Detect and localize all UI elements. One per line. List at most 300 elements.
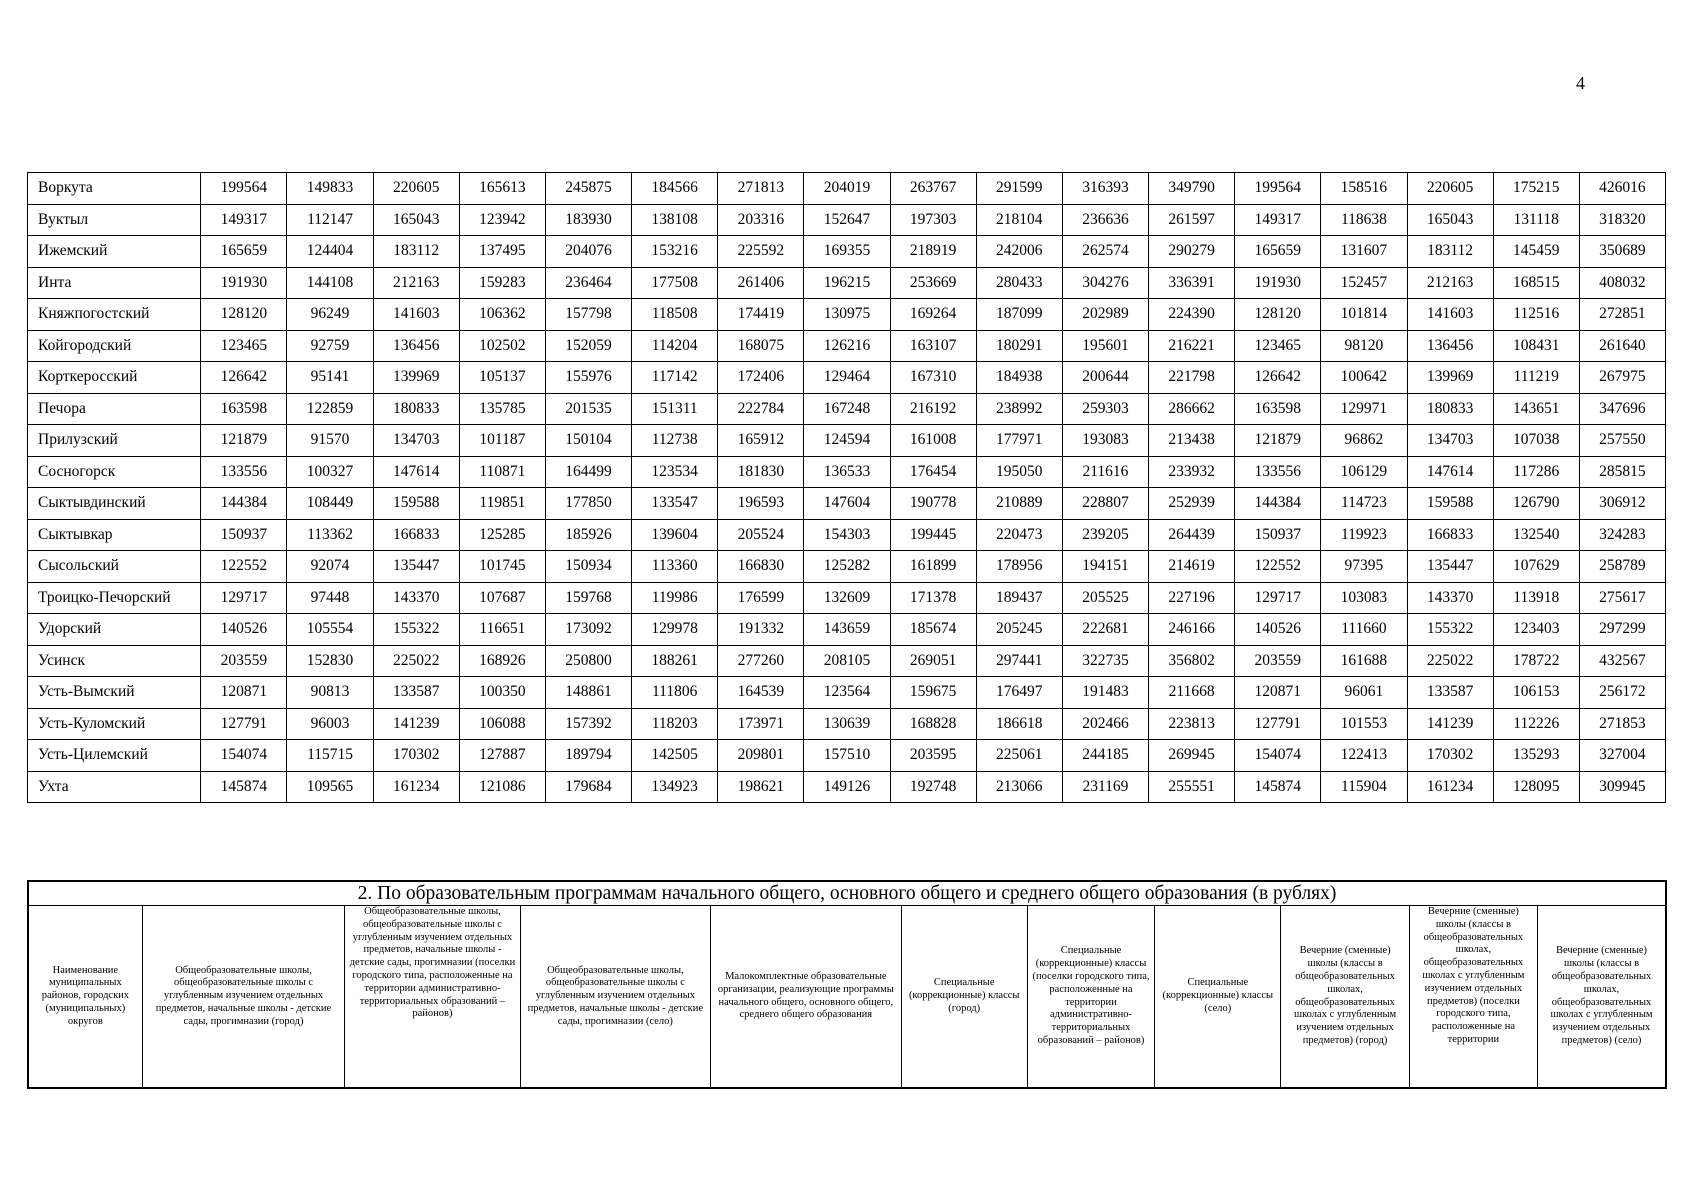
table-cell: 167248 [804, 393, 890, 425]
table-cell: 216221 [1149, 330, 1235, 362]
table-row [28, 204, 1666, 236]
table-cell: 220605 [1407, 173, 1493, 205]
table-cell: 108449 [287, 488, 373, 520]
table-cell: 227196 [1149, 582, 1235, 614]
table-cell: 116651 [459, 614, 545, 646]
table-cell: 141239 [1407, 708, 1493, 740]
table-cell: 261406 [718, 267, 804, 299]
table-cell: 123403 [1493, 614, 1579, 646]
table-cell: 271813 [718, 173, 804, 205]
table-cell: 149126 [804, 771, 890, 803]
table-cell: 216192 [890, 393, 976, 425]
table-cell: 184566 [632, 173, 718, 205]
table-cell: 432567 [1579, 645, 1665, 677]
table-cell: 159283 [459, 267, 545, 299]
table-cell: 164539 [718, 677, 804, 709]
table-cell: 324283 [1579, 519, 1665, 551]
table-cell: 154074 [1235, 740, 1321, 772]
table-cell: 170302 [373, 740, 459, 772]
table-row [28, 425, 1666, 457]
municipality-name: Инта [28, 267, 201, 299]
table-cell: 125285 [459, 519, 545, 551]
table-cell: 140526 [1235, 614, 1321, 646]
table-cell: 145874 [201, 771, 287, 803]
table-cell: 189794 [545, 740, 631, 772]
table-cell: 205245 [976, 614, 1062, 646]
table-cell: 103083 [1321, 582, 1407, 614]
table-cell: 101553 [1321, 708, 1407, 740]
table-cell: 198621 [718, 771, 804, 803]
table-cell: 213066 [976, 771, 1062, 803]
table-row [28, 677, 1666, 709]
table-cell: 177508 [632, 267, 718, 299]
section2-table [27, 880, 1667, 1089]
table-cell: 141603 [373, 299, 459, 331]
table-cell: 135785 [459, 393, 545, 425]
table-cell: 159768 [545, 582, 631, 614]
table-cell: 120871 [1235, 677, 1321, 709]
table-cell: 220605 [373, 173, 459, 205]
table-row [28, 582, 1666, 614]
table-row [28, 488, 1666, 520]
table-cell: 134923 [632, 771, 718, 803]
table-cell: 190778 [890, 488, 976, 520]
table-cell: 108431 [1493, 330, 1579, 362]
table-cell: 250800 [545, 645, 631, 677]
table-cell: 128120 [201, 299, 287, 331]
table-cell: 143370 [373, 582, 459, 614]
table-cell: 126642 [1235, 362, 1321, 394]
table-cell: 123942 [459, 204, 545, 236]
table-cell: 131118 [1493, 204, 1579, 236]
table-cell: 101745 [459, 551, 545, 583]
table-cell: 210889 [976, 488, 1062, 520]
table-cell: 225022 [373, 645, 459, 677]
table-cell: 154303 [804, 519, 890, 551]
table-cell: 236636 [1062, 204, 1148, 236]
table-cell: 224390 [1149, 299, 1235, 331]
table-cell: 290279 [1149, 236, 1235, 268]
table-cell: 178956 [976, 551, 1062, 583]
table-cell: 142505 [632, 740, 718, 772]
table-cell: 233932 [1149, 456, 1235, 488]
table-cell: 186618 [976, 708, 1062, 740]
table-cell: 204019 [804, 173, 890, 205]
table-cell: 222784 [718, 393, 804, 425]
table-cell: 145459 [1493, 236, 1579, 268]
table-cell: 106129 [1321, 456, 1407, 488]
table-cell: 123465 [201, 330, 287, 362]
table-row [28, 614, 1666, 646]
table-cell: 96003 [287, 708, 373, 740]
table-cell: 147614 [1407, 456, 1493, 488]
table-cell: 203316 [718, 204, 804, 236]
table-cell: 191930 [1235, 267, 1321, 299]
table-cell: 242006 [976, 236, 1062, 268]
table-cell: 117286 [1493, 456, 1579, 488]
table-cell: 157510 [804, 740, 890, 772]
municipality-name: Усинск [28, 645, 201, 677]
table-cell: 165912 [718, 425, 804, 457]
table-row [28, 771, 1666, 803]
table-cell: 163598 [201, 393, 287, 425]
table-cell: 263767 [890, 173, 976, 205]
table-cell: 194151 [1062, 551, 1148, 583]
table-cell: 199564 [1235, 173, 1321, 205]
table-cell: 121086 [459, 771, 545, 803]
municipality-name: Вуктыл [28, 204, 201, 236]
table-cell: 203595 [890, 740, 976, 772]
table-cell: 196215 [804, 267, 890, 299]
table-cell: 218104 [976, 204, 1062, 236]
municipality-name: Сыктывкар [28, 519, 201, 551]
table-cell: 139604 [632, 519, 718, 551]
table-cell: 115904 [1321, 771, 1407, 803]
table-cell: 188261 [632, 645, 718, 677]
table-cell: 111219 [1493, 362, 1579, 394]
table-cell: 154074 [201, 740, 287, 772]
table-cell: 225061 [976, 740, 1062, 772]
table-cell: 191483 [1062, 677, 1148, 709]
table-cell: 130975 [804, 299, 890, 331]
table-cell: 195050 [976, 456, 1062, 488]
table-cell: 135447 [1407, 551, 1493, 583]
table-cell: 102502 [459, 330, 545, 362]
table-cell: 145874 [1235, 771, 1321, 803]
table-cell: 91570 [287, 425, 373, 457]
table-cell: 285815 [1579, 456, 1665, 488]
table-cell: 134703 [373, 425, 459, 457]
table-cell: 181830 [718, 456, 804, 488]
table-cell: 95141 [287, 362, 373, 394]
table-cell: 159675 [890, 677, 976, 709]
table-cell: 152059 [545, 330, 631, 362]
table-cell: 127887 [459, 740, 545, 772]
table-cell: 191930 [201, 267, 287, 299]
table-cell: 218919 [890, 236, 976, 268]
table-cell: 151311 [632, 393, 718, 425]
table-cell: 204076 [545, 236, 631, 268]
table-cell: 356802 [1149, 645, 1235, 677]
table-cell: 106362 [459, 299, 545, 331]
table-cell: 259303 [1062, 393, 1148, 425]
table-cell: 209801 [718, 740, 804, 772]
table-cell: 96061 [1321, 677, 1407, 709]
page-number: 4 [1576, 73, 1585, 93]
table-cell: 100350 [459, 677, 545, 709]
table-row [28, 330, 1666, 362]
table-cell: 211668 [1149, 677, 1235, 709]
table-cell: 96249 [287, 299, 373, 331]
table-cell: 133547 [632, 488, 718, 520]
table-row [28, 393, 1666, 425]
table-row [28, 236, 1666, 268]
municipality-name: Троицко-Печорский [28, 582, 201, 614]
table-cell: 168828 [890, 708, 976, 740]
table-cell: 112738 [632, 425, 718, 457]
table-cell: 133556 [1235, 456, 1321, 488]
municipality-name: Корткеросский [28, 362, 201, 394]
table-cell: 143659 [804, 614, 890, 646]
table-cell: 203559 [1235, 645, 1321, 677]
table-cell: 171378 [890, 582, 976, 614]
table-row [28, 362, 1666, 394]
table-cell: 98120 [1321, 330, 1407, 362]
table-cell: 199445 [890, 519, 976, 551]
municipality-name: Княжпогостский [28, 299, 201, 331]
table-cell: 185926 [545, 519, 631, 551]
table-cell: 113362 [287, 519, 373, 551]
table-cell: 144384 [201, 488, 287, 520]
table-cell: 178722 [1493, 645, 1579, 677]
table-cell: 141603 [1407, 299, 1493, 331]
table-cell: 200644 [1062, 362, 1148, 394]
section2-title: 2. По образовательным программам начального общего, основного общего и среднего общего образования (в рублях) [28, 881, 1666, 906]
table-cell: 173092 [545, 614, 631, 646]
table-cell: 111660 [1321, 614, 1407, 646]
table-cell: 221798 [1149, 362, 1235, 394]
table-cell: 244185 [1062, 740, 1148, 772]
table-cell: 426016 [1579, 173, 1665, 205]
table-cell: 133587 [373, 677, 459, 709]
table-cell: 271853 [1579, 708, 1665, 740]
municipality-name: Прилузский [28, 425, 201, 457]
table-cell: 309945 [1579, 771, 1665, 803]
municipality-name: Сысольский [28, 551, 201, 583]
table-cell: 97395 [1321, 551, 1407, 583]
table-cell: 132540 [1493, 519, 1579, 551]
table-cell: 155322 [1407, 614, 1493, 646]
table-cell: 202989 [1062, 299, 1148, 331]
table-cell: 152647 [804, 204, 890, 236]
municipality-name: Усть-Цилемский [28, 740, 201, 772]
table-cell: 236464 [545, 267, 631, 299]
table-row [28, 708, 1666, 740]
table-cell: 177850 [545, 488, 631, 520]
table-cell: 197303 [890, 204, 976, 236]
table-cell: 185674 [890, 614, 976, 646]
table-cell: 169355 [804, 236, 890, 268]
table-cell: 304276 [1062, 267, 1148, 299]
table-cell: 205524 [718, 519, 804, 551]
table-cell: 201535 [545, 393, 631, 425]
table-cell: 114204 [632, 330, 718, 362]
table-cell: 179684 [545, 771, 631, 803]
table-cell: 101187 [459, 425, 545, 457]
table-cell: 161899 [890, 551, 976, 583]
header-schools-city: Общеобразовательные школы, общеобразовательные школы с углубленным изучением отдельных предметов, начальные школы - детские сады, прогимназии (город) [142, 906, 344, 1089]
municipality-name: Усть-Вымский [28, 677, 201, 709]
municipality-name: Сосногорск [28, 456, 201, 488]
table-cell: 165043 [373, 204, 459, 236]
table-row [28, 551, 1666, 583]
municipality-name: Удорский [28, 614, 201, 646]
table-cell: 124404 [287, 236, 373, 268]
table-cell: 126790 [1493, 488, 1579, 520]
table-cell: 130639 [804, 708, 890, 740]
table-cell: 212163 [1407, 267, 1493, 299]
municipality-name: Сыктывдинский [28, 488, 201, 520]
table-cell: 297441 [976, 645, 1062, 677]
table-cell: 113360 [632, 551, 718, 583]
table-cell: 129717 [1235, 582, 1321, 614]
table-cell: 163598 [1235, 393, 1321, 425]
table-cell: 109565 [287, 771, 373, 803]
table-cell: 192748 [890, 771, 976, 803]
table-cell: 105554 [287, 614, 373, 646]
table-cell: 238992 [976, 393, 1062, 425]
municipality-name: Воркута [28, 173, 201, 205]
table-cell: 122552 [1235, 551, 1321, 583]
table-cell: 166830 [718, 551, 804, 583]
table-cell: 286662 [1149, 393, 1235, 425]
table-cell: 327004 [1579, 740, 1665, 772]
table-cell: 261597 [1149, 204, 1235, 236]
table-cell: 96862 [1321, 425, 1407, 457]
table-cell: 112147 [287, 204, 373, 236]
table-cell: 112516 [1493, 299, 1579, 331]
table-cell: 129978 [632, 614, 718, 646]
table-cell: 107687 [459, 582, 545, 614]
table-cell: 174419 [718, 299, 804, 331]
table-cell: 165043 [1407, 204, 1493, 236]
table-cell: 180833 [373, 393, 459, 425]
table-cell: 168926 [459, 645, 545, 677]
table-cell: 316393 [1062, 173, 1148, 205]
table-cell: 148861 [545, 677, 631, 709]
table-cell: 140526 [201, 614, 287, 646]
table-cell: 138108 [632, 204, 718, 236]
table-cell: 137495 [459, 236, 545, 268]
table-cell: 144384 [1235, 488, 1321, 520]
table-cell: 144108 [287, 267, 373, 299]
table-cell: 180833 [1407, 393, 1493, 425]
table-cell: 245875 [545, 173, 631, 205]
table-cell: 129464 [804, 362, 890, 394]
table-cell: 195601 [1062, 330, 1148, 362]
table-cell: 275617 [1579, 582, 1665, 614]
table-cell: 214619 [1149, 551, 1235, 583]
table-cell: 163107 [890, 330, 976, 362]
table-cell: 123465 [1235, 330, 1321, 362]
header-special-settlements: Специальные (коррекционные) классы (поселки городского типа, расположенные на территории административно-территориальных образований – районов) [1027, 906, 1154, 1089]
table-cell: 128120 [1235, 299, 1321, 331]
table-cell: 136456 [373, 330, 459, 362]
table-cell: 147604 [804, 488, 890, 520]
table-cell: 168075 [718, 330, 804, 362]
table-cell: 143370 [1407, 582, 1493, 614]
table-cell: 264439 [1149, 519, 1235, 551]
table-cell: 92759 [287, 330, 373, 362]
table-cell: 153216 [632, 236, 718, 268]
table-cell: 119923 [1321, 519, 1407, 551]
municipality-name: Ухта [28, 771, 201, 803]
table-cell: 150934 [545, 551, 631, 583]
table-cell: 152830 [287, 645, 373, 677]
municipality-name: Ижемский [28, 236, 201, 268]
table-cell: 261640 [1579, 330, 1665, 362]
table-cell: 208105 [804, 645, 890, 677]
table-cell: 127791 [201, 708, 287, 740]
table-cell: 291599 [976, 173, 1062, 205]
municipality-name: Усть-Куломский [28, 708, 201, 740]
table-cell: 150937 [201, 519, 287, 551]
table-cell: 111806 [632, 677, 718, 709]
table-cell: 117142 [632, 362, 718, 394]
header-evening-settlements: Вечерние (сменные) школы (классы в общеобразовательных школах, общеобразовательных школах с углубленным изучением отдельных предметов) (поселки городского типа, расположенные на территории [1409, 906, 1537, 1089]
table-cell: 114723 [1321, 488, 1407, 520]
table-cell: 133587 [1407, 677, 1493, 709]
table-cell: 100327 [287, 456, 373, 488]
table-row [28, 456, 1666, 488]
table-cell: 231169 [1062, 771, 1148, 803]
table-cell: 105137 [459, 362, 545, 394]
table-cell: 211616 [1062, 456, 1148, 488]
table-cell: 193083 [1062, 425, 1148, 457]
table-cell: 169264 [890, 299, 976, 331]
table-cell: 133556 [201, 456, 287, 488]
header-evening-city: Вечерние (сменные) школы (классы в общеобразовательных школах, общеобразовательных школах с углубленным изучением отдельных предметов) (город) [1281, 906, 1409, 1089]
table-cell: 155976 [545, 362, 631, 394]
table-cell: 119851 [459, 488, 545, 520]
header-special-city: Специальные (коррекционные) классы (город) [901, 906, 1027, 1089]
table-cell: 212163 [373, 267, 459, 299]
table-cell: 183930 [545, 204, 631, 236]
header-small-schools: Малокомплектные образовательные организации, реализующие программы начального общего, основного общего, среднего общего образования [711, 906, 901, 1089]
table-cell: 125282 [804, 551, 890, 583]
table-cell: 107629 [1493, 551, 1579, 583]
table-cell: 183112 [1407, 236, 1493, 268]
header-schools-village: Общеобразовательные школы, общеобразовательные школы с углубленным изучением отдельных предметов, начальные школы - детские сады, прогимназии (село) [520, 906, 710, 1089]
table-cell: 110871 [459, 456, 545, 488]
table-cell: 252939 [1149, 488, 1235, 520]
table-cell: 123564 [804, 677, 890, 709]
table-cell: 157798 [545, 299, 631, 331]
table-row [28, 299, 1666, 331]
table-cell: 225592 [718, 236, 804, 268]
table-cell: 139969 [373, 362, 459, 394]
table-cell: 118203 [632, 708, 718, 740]
table-cell: 189437 [976, 582, 1062, 614]
table-cell: 297299 [1579, 614, 1665, 646]
table-cell: 147614 [373, 456, 459, 488]
table-cell: 350689 [1579, 236, 1665, 268]
table-cell: 158516 [1321, 173, 1407, 205]
table-cell: 176454 [890, 456, 976, 488]
table-cell: 172406 [718, 362, 804, 394]
table-row [28, 173, 1666, 205]
table-cell: 128095 [1493, 771, 1579, 803]
table-cell: 92074 [287, 551, 373, 583]
table-cell: 322735 [1062, 645, 1148, 677]
table-cell: 143651 [1493, 393, 1579, 425]
table-cell: 165659 [1235, 236, 1321, 268]
table-cell: 157392 [545, 708, 631, 740]
table-cell: 121879 [201, 425, 287, 457]
table-cell: 127791 [1235, 708, 1321, 740]
table-cell: 97448 [287, 582, 373, 614]
table-cell: 152457 [1321, 267, 1407, 299]
table-cell: 131607 [1321, 236, 1407, 268]
table-cell: 161234 [373, 771, 459, 803]
table-cell: 267975 [1579, 362, 1665, 394]
table-cell: 222681 [1062, 614, 1148, 646]
table-cell: 318320 [1579, 204, 1665, 236]
table-cell: 175215 [1493, 173, 1579, 205]
table-cell: 164499 [545, 456, 631, 488]
table-cell: 149317 [1235, 204, 1321, 236]
table-cell: 115715 [287, 740, 373, 772]
